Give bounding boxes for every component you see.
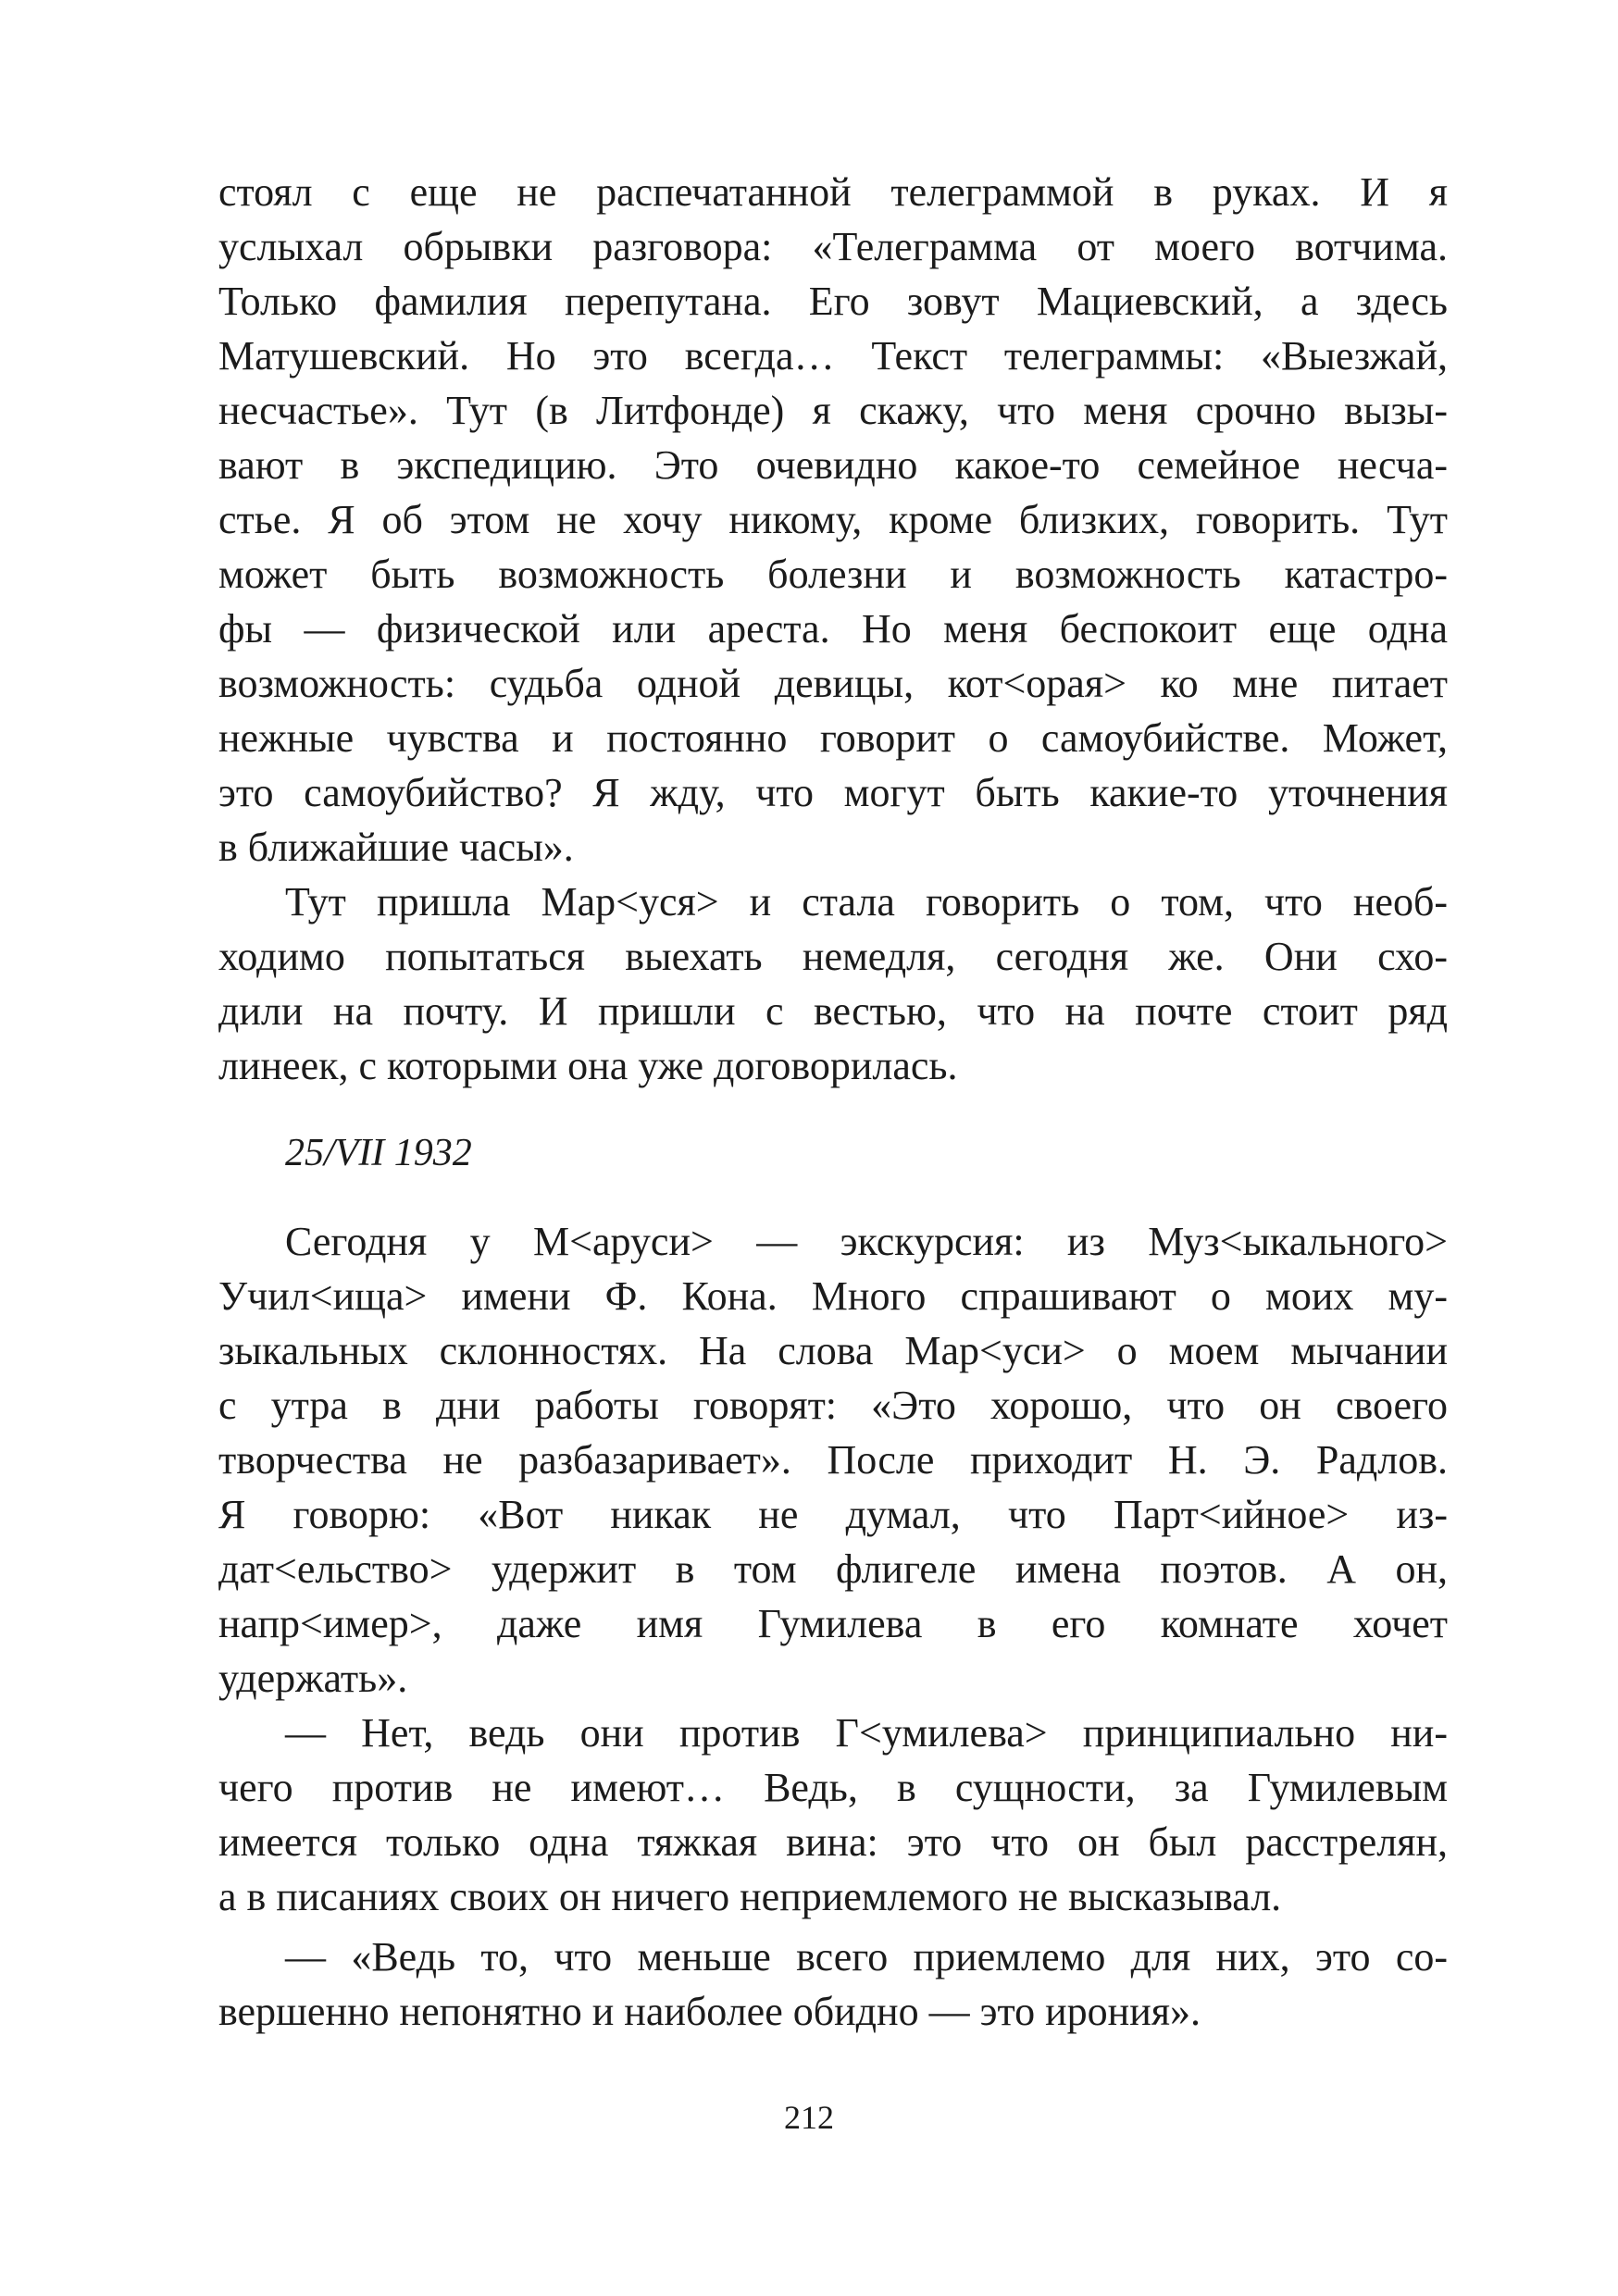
text-line: зыкальных склонностях. На слова Мар<уси> о моем мычании [218, 1328, 1448, 1373]
paragraph-4 [218, 1706, 1448, 1924]
text-line: вают в экспедицию. Это очевидно какое-то семейное несча- [218, 442, 1448, 488]
page-text [218, 165, 1448, 2039]
paragraph-3 [218, 1214, 1448, 1706]
text-line: это самоубийство? Я жду, что могут быть какие-то уточнения [218, 770, 1448, 815]
text-line: Матушевский. Но это всегда… Текст телеграммы: «Выезжай, [218, 333, 1448, 379]
text-line: в ближайшие часы». [218, 825, 574, 870]
paragraph-5 [218, 1930, 1448, 2039]
text-line: с утра в дни работы говорят: «Это хорошо, что он своего [218, 1383, 1448, 1428]
text-line: имеется только одна тяжкая вина: это что он был расстрелян, [218, 1819, 1448, 1865]
text-line: линеек, с которыми она уже договорилась. [218, 1043, 958, 1088]
text-line: — «Ведь то, что меньше всего приемлемо для них, это со- [285, 1934, 1448, 1980]
text-line: а в писаниях своих он ничего неприемлемого не высказывал. [218, 1874, 1282, 1919]
text-line: нежные чувства и постоянно говорит о самоубийстве. Может, [218, 715, 1448, 761]
text-line: творчества не разбазаривает». После приходит Н. Э. Радлов. [218, 1437, 1448, 1483]
text-line: чего против не имеют… Ведь, в сущности, за Гумилевым [218, 1765, 1448, 1810]
text-line: возможность: судьба одной девицы, кот<орая> ко мне питает [218, 661, 1448, 706]
text-line: стье. Я об этом не хочу никому, кроме близких, говорить. Тут [218, 497, 1448, 542]
date-heading: 25/VII 1932 [285, 1132, 472, 1174]
text-line: Учил<ища> имени Ф. Кона. Много спрашивают о моих му- [218, 1273, 1448, 1319]
text-line: Только фамилия перепутана. Его зовут Мациевский, а здесь [218, 279, 1448, 324]
text-line: напр<имер>, даже имя Гумилева в его комнате хочет [218, 1601, 1448, 1646]
page-number: 212 [784, 2099, 834, 2136]
text-line: Сегодня у М<аруси> — экскурсия: из Муз<ыкального> [285, 1219, 1448, 1264]
text-line: стоял с еще не распечатанной телеграммой в руках. И я [218, 169, 1448, 215]
text-line: дат<ельство> удержит в том флигеле имена поэтов. А он, [218, 1546, 1448, 1592]
text-line: удержать». [218, 1656, 408, 1701]
text-line: несчастье». Тут (в Литфонде) я скажу, что меня срочно вызы- [218, 388, 1448, 433]
text-line: дили на почту. И пришли с вестью, что на почте стоит ряд [218, 988, 1448, 1034]
text-line: — Нет, ведь они против Г<умилева> принципиально ни- [285, 1710, 1448, 1756]
paragraph-2 [218, 875, 1448, 1093]
text-line: Я говорю: «Вот никак не думал, что Парт<ийное> из- [218, 1492, 1448, 1537]
paragraph-1 [218, 165, 1448, 875]
text-line: фы — физической или ареста. Но меня беспокоит еще одна [218, 606, 1448, 652]
text-line: может быть возможность болезни и возможность катастро- [218, 552, 1448, 597]
text-line: вершенно непонятно и наиболее обидно — это ирония». [218, 1989, 1201, 2034]
text-line: Тут пришла Мар<уся> и стала говорить о том, что необ- [285, 879, 1448, 925]
text-line: услыхал обрывки разговора: «Телеграмма от моего вотчима. [218, 224, 1448, 269]
text-line: ходимо попытаться выехать немедля, сегодня же. Они схо- [218, 934, 1448, 979]
